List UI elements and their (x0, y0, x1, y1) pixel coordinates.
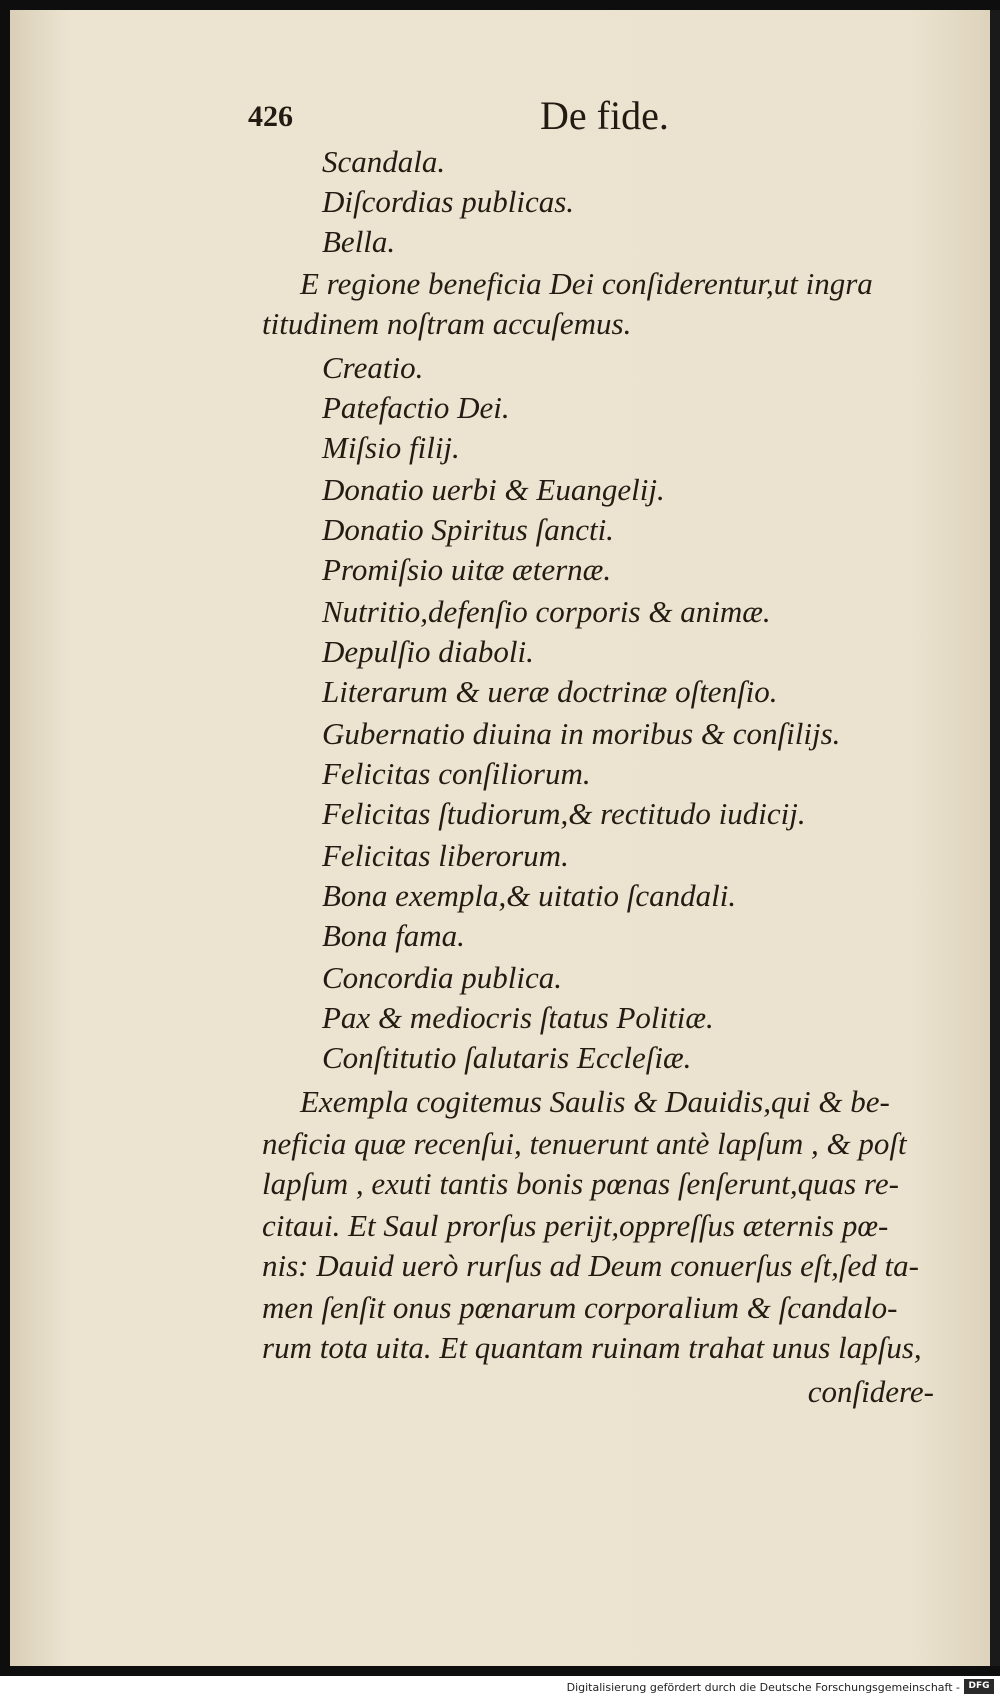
dfg-logo-icon[interactable]: DFG (964, 1679, 994, 1694)
list-item: Miſsio filij. (322, 430, 460, 465)
paragraph-line: nis: Dauid uerò rurſus ad Deum conuerſus eſt,ſed ta- (262, 1248, 919, 1283)
intro-line: E regione beneficia Dei conſiderentur,ut ingra (300, 266, 873, 301)
paragraph-line: rum tota uita. Et quantam ruinam trahat unus lapſus, (262, 1330, 922, 1365)
footer-credit: Digitalisierung gefördert durch die Deutsche Forschungsgemeinschaft - (566, 1681, 960, 1694)
paragraph-line: neficia quæ recenſui, tenuerunt antè lapſum , & poſt (262, 1126, 907, 1161)
paragraph-line: men ſenſit onus pœnarum corporalium & ſcandalo- (262, 1290, 898, 1325)
list-item: Literarum & ueræ doctrinæ oſtenſio. (322, 674, 778, 709)
list-item: Bella. (322, 224, 396, 259)
list-item: Felicitas conſiliorum. (322, 756, 591, 791)
list-item: Bona exempla,& uitatio ſcandali. (322, 878, 737, 913)
list-item: Bona fama. (322, 918, 465, 953)
list-item: Donatio uerbi & Euangelij. (322, 472, 665, 507)
list-item: Gubernatio diuina in moribus & conſilijs. (322, 716, 841, 751)
list-item: Nutritio,defenſio corporis & animæ. (322, 594, 771, 629)
list-item: Creatio. (322, 350, 424, 385)
list-item: Promiſsio uitæ æternæ. (322, 552, 612, 587)
running-title: De fide. (540, 93, 669, 138)
list-item: Donatio Spiritus ſancti. (322, 512, 614, 547)
paragraph-line: Exempla cogitemus Saulis & Dauidis,qui & be- (300, 1084, 890, 1119)
list-item: Pax & mediocris ſtatus Politiæ. (322, 1000, 714, 1035)
list-item: Concordia publica. (322, 960, 562, 995)
page-edge (990, 10, 1000, 1666)
paragraph-line: citaui. Et Saul prorſus perijt,oppreſſus æternis pœ- (262, 1208, 889, 1243)
list-item: Felicitas ſtudiorum,& rectitudo iudicij. (322, 796, 806, 831)
paragraph-line: lapſum , exuti tantis bonis pœnas ſenſerunt,quas re- (262, 1166, 899, 1201)
list-item: Scandala. (322, 144, 446, 179)
list-item: Conſtitutio ſalutaris Eccleſiæ. (322, 1040, 692, 1075)
intro-line: titudinem noſtram accuſemus. (262, 306, 632, 341)
page-number: 426 (248, 100, 293, 133)
list-item: Felicitas liberorum. (322, 838, 569, 873)
list-item: Patefactio Dei. (322, 390, 510, 425)
catchword: conſidere- (807, 1374, 934, 1409)
list-item: Depulſio diaboli. (322, 634, 534, 669)
list-item: Diſcordias publicas. (322, 184, 575, 219)
